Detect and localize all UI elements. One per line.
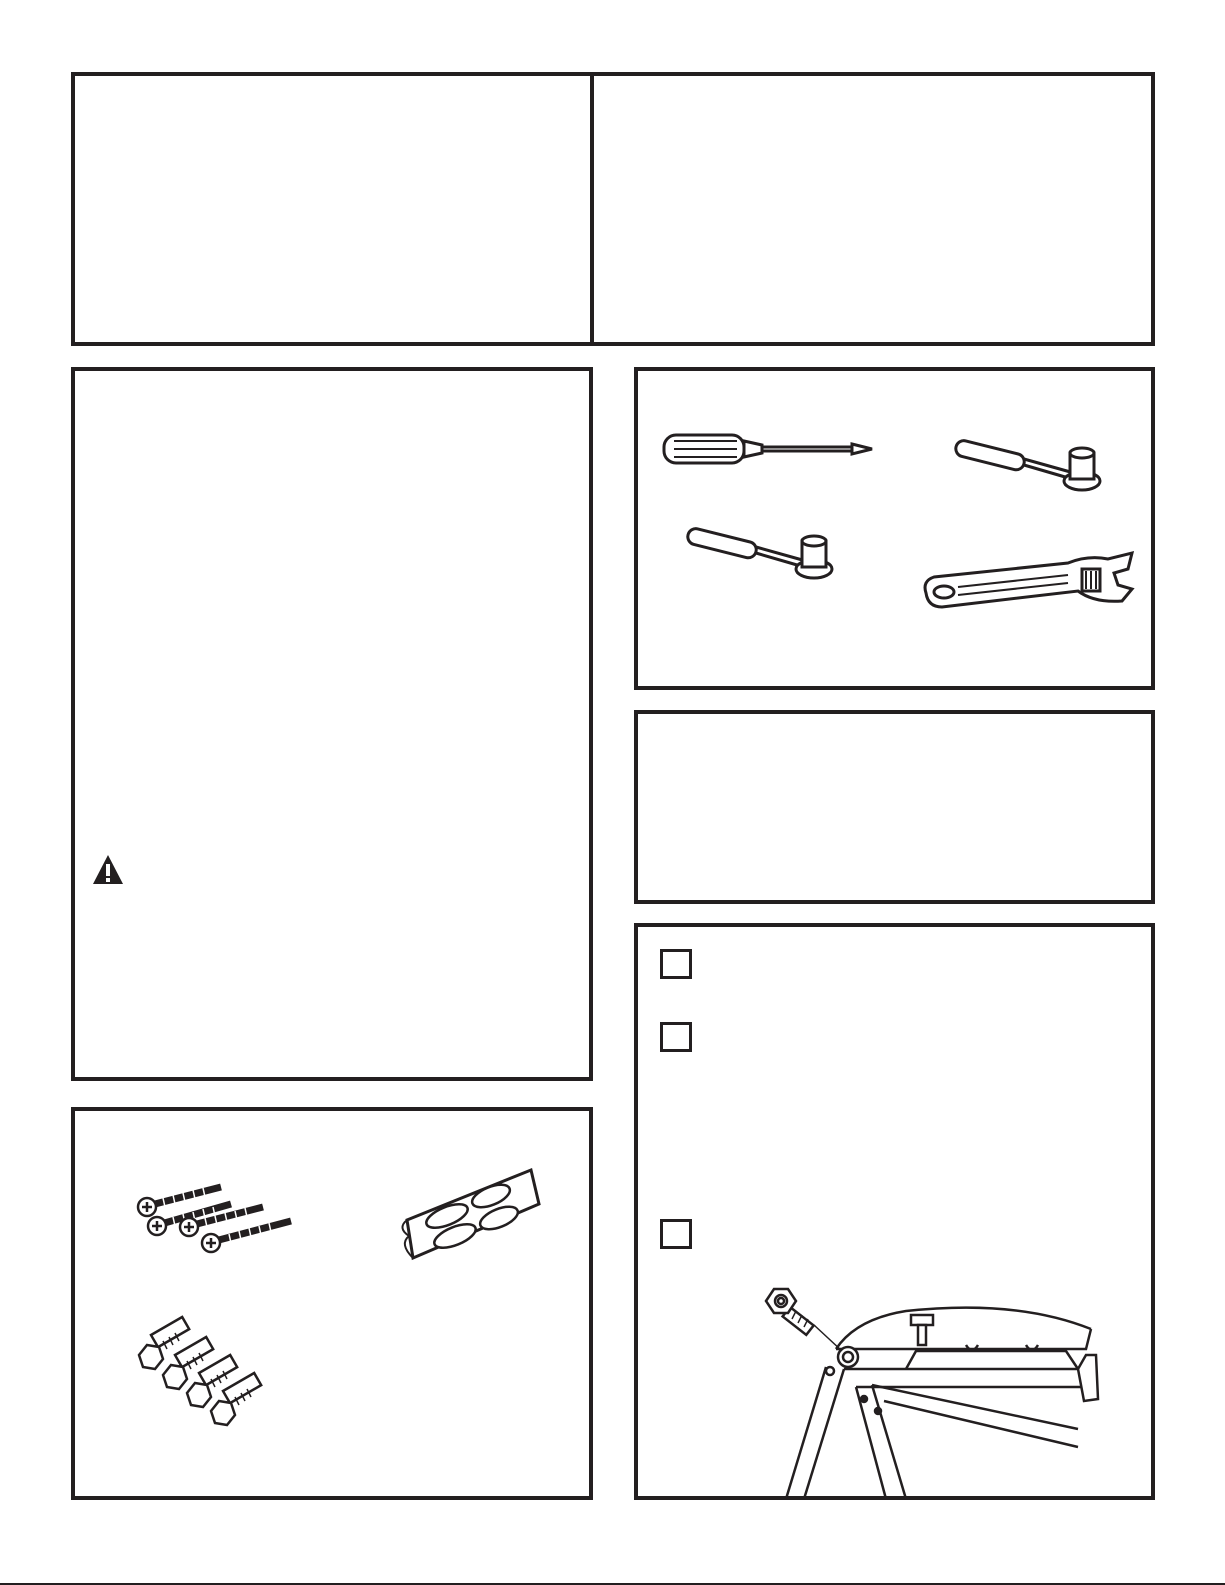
screwdriver-icon xyxy=(662,429,882,469)
screws-icon xyxy=(133,1179,308,1259)
bolt-installation-illustration xyxy=(766,1289,1151,1499)
step-checkbox xyxy=(660,949,692,979)
tools-panel xyxy=(634,367,1155,690)
header-panel xyxy=(71,72,1155,346)
left-text-panel xyxy=(71,367,593,1081)
warning-triangle-icon xyxy=(92,854,124,886)
right-text-panel xyxy=(634,710,1155,904)
header-divider xyxy=(590,72,594,346)
adjustable-wrench-icon xyxy=(918,551,1143,621)
step-checkbox xyxy=(660,1022,692,1052)
socket-wrench-icon xyxy=(954,431,1114,496)
bolts-icon xyxy=(133,1321,273,1431)
socket-wrench-icon xyxy=(686,519,846,584)
step-checkbox xyxy=(660,1219,692,1249)
parts-panel xyxy=(71,1107,593,1500)
rubber-pads-icon xyxy=(383,1166,543,1266)
steps-panel xyxy=(634,923,1155,1500)
